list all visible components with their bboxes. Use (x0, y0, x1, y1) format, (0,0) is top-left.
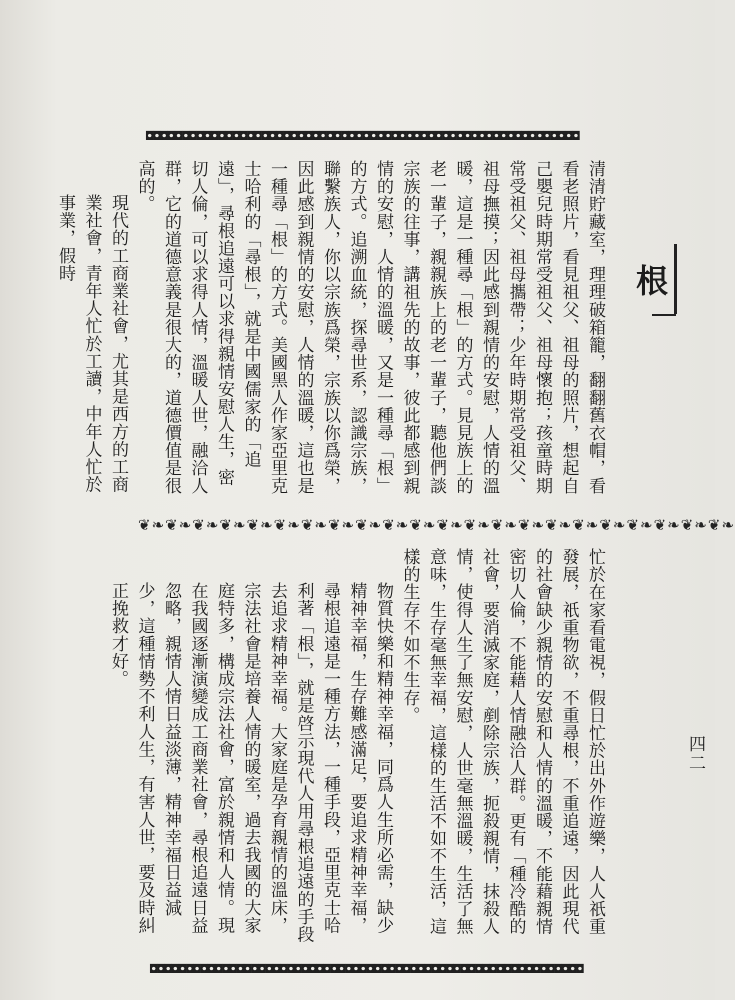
lower-text-section (108, 548, 608, 948)
paragraph: 現代的工商業社會，尤其是西方的工商業社會，青年人忙於工讀，中年人忙於事業，假時 (55, 194, 128, 494)
article-title: 根 (631, 264, 669, 296)
title-rule-tick (652, 314, 676, 316)
upper-text-section (55, 160, 608, 498)
paragraph: 清清貯藏室，理理破箱籠，翻翻舊衣帽，看看老照片，看見祖父、祖母的照片，想起自己嬰兒時期常受祖父、祖母懷抱；孩童時期常受祖父、祖母攜帶；少年時期常受祖父、祖母撫摸；因此感到親情的安慰，人情的溫暖，這是一種尋「根」的方式。見見族上的老一輩子，親親族上的老一輩子，聽他們談宗族的往事，講祖先的故事，彼此都感到親情的安慰，人情的溫暖，又是一種尋「根」的方式。追溯血統，探尋世系，認識宗族，聯繫族人，你以宗族爲榮，宗族以你爲榮，因此感到親情的安慰，人情的溫暖，這也是一種尋「根」的方式。美國黑人作家亞里克士哈利的「尋根」，就是中國儒家的「追遠」，尋根追遠可以求得親情安慰人生，密切人倫，可以求得人情，溫暖人世，融洽人群，它的道德意義是很大的，道德價值是很高的。 (134, 160, 605, 495)
section-divider-ornament: ❦❧❦❧❦❧❦❧❦❧❦❧❦❧❦❧❦❧❦❧❦❧❦❧❦❧❦❧❦❧❦❧❦❧❦❧❦❧❦❧❦❧❦❧ (138, 516, 735, 534)
top-decorative-border: ◘◘◘◘◘◘◘◘◘◘◘◘◘◘◘◘◘◘◘◘◘◘◘◘◘◘◘◘◘◘◘◘◘◘◘◘◘◘◘◘◘◘◘◘◘◘◘◘◘◘◘◘◘◘◘◘◘◘◘◘ (146, 129, 580, 143)
title-rule (674, 244, 677, 314)
page-number: 四二 (685, 735, 705, 773)
paragraph: 忙於在家看電視，假日忙於出外作遊樂，人人祇重發展，祇重物欲，不重尋根，不重追遠，因此現代的社會缺少親情的安慰和人情的溫暖，不能藉親情密切人倫，不能藉人情融洽人群。更有「種冷酷的社會，要消滅家庭，剷除宗族，扼殺親情，抹殺人情，使得人生了無安慰，人世毫無溫暖，生活了無意味，生存毫無幸福，這樣的生活不如不生活，這樣的生存不如不生存。 (399, 548, 605, 936)
bottom-decorative-border: ◘◘◘◘◘◘◘◘◘◘◘◘◘◘◘◘◘◘◘◘◘◘◘◘◘◘◘◘◘◘◘◘◘◘◘◘◘◘◘◘◘◘◘◘◘◘◘◘◘◘◘◘◘◘◘◘◘◘◘◘ (150, 962, 584, 976)
paragraph: 物質快樂和精神幸福，同爲人生所必需，缺少精神幸福，生存難感滿足，要追求精神幸福，尋根追遠是一種方法，一種手段，亞里克士哈利著「根」，就是啓示現代人用尋根追遠的手段去追求精神幸福。大家庭是孕育親情的溫床，宗法社會是培養人情的暖室，過去我國的大家庭特多，構成宗法社會，富於親情和人情。現在我國逐漸演變成工商業社會，尋根追遠日益忽略，親情人情日益淡薄，精神幸福日益減少，這種情勢不利人生，有害人世，要及時糾正挽救才好。 (108, 582, 393, 944)
